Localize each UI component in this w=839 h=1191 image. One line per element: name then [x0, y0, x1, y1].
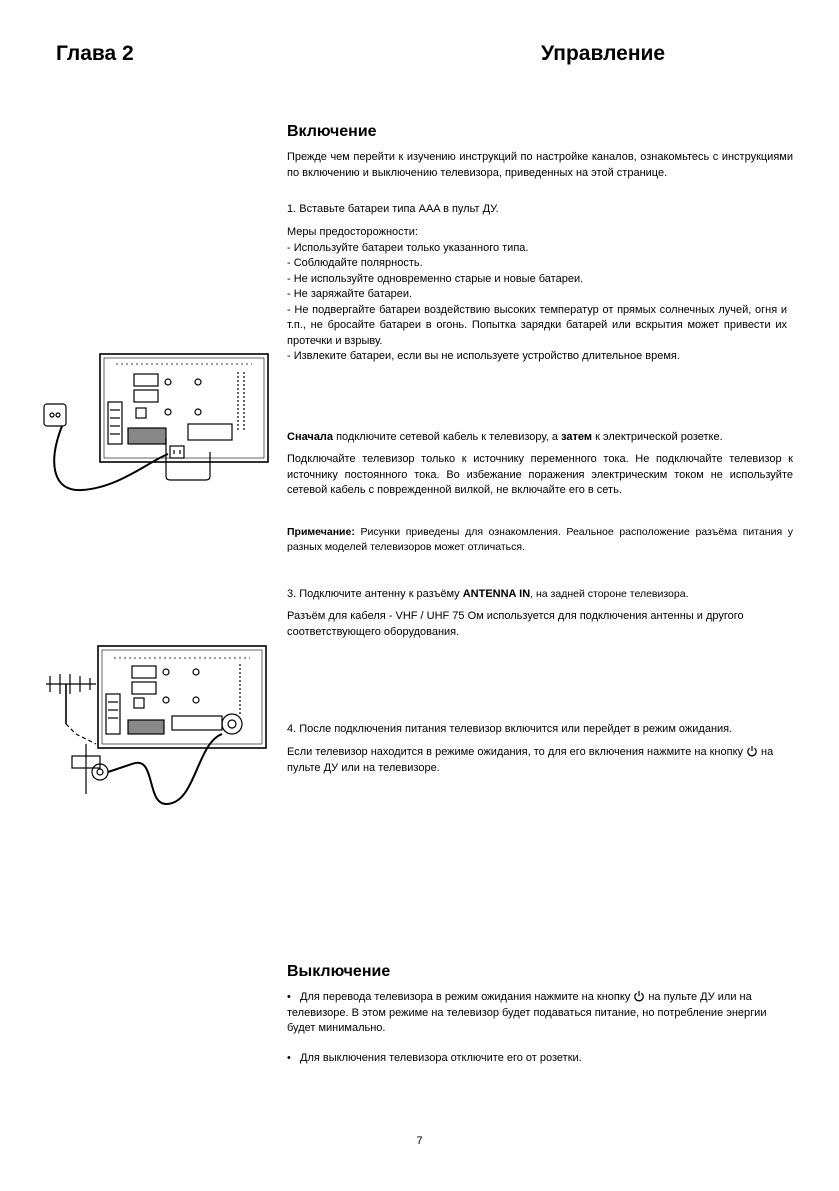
page-title: Управление — [541, 42, 666, 65]
step4-text: 4. После подключения питания телевизор включится или перейдет в режим ожидания. — [287, 723, 733, 735]
bullet1-text-end: на пульте ДУ или на телевизоре. В этом режиме на телевизор будет подаваться питание, но потребление энергии будет минимально. — [287, 991, 767, 1034]
power-icon — [746, 745, 758, 757]
bullet1-text: Для перевода телевизора в режим ожидания нажмите на кнопку — [300, 991, 631, 1003]
ac-warning-paragraph: Подключайте телевизор только к источнику переменного тока. Не подключайте телевизор к источнику постоянного тока. Во избежание поражения электрическим током не используйте сетевой кабель с поврежденной вилкой, не включайте его в сеть. — [287, 453, 793, 496]
list-item: - Не используйте одновременно старые и новые батареи. — [287, 272, 787, 288]
step3-text — [287, 587, 797, 603]
antenna-info-paragraph: Разъём для кабеля - VHF / UHF 75 Ом используется для подключения антенны и другого соответствующего оборудования. — [287, 610, 744, 638]
tv-antenna-connection-illustration — [36, 644, 272, 814]
cable-text-end: к электрической розетке. — [592, 431, 723, 443]
step3-lead: 3. Подключите антенну к разъёму — [287, 588, 463, 600]
note-text: Рисунки приведены для ознакомления. Реальное расположение разъёма питания у разных моделей телевизоров может отличаться. — [287, 526, 793, 553]
power-off-bullet-1: • Для перевода телевизора в режим ожидания нажмите на кнопку на пульте ДУ или на телевизоре. В этом режиме на телевизор будет подаваться питание, но потребление энергии будет минимально. — [287, 991, 767, 1034]
power-on-heading: Включение — [287, 123, 377, 140]
precautions-block — [287, 225, 787, 365]
list-item: - Не заряжайте батареи. — [287, 287, 787, 303]
list-item: - Соблюдайте полярность. — [287, 256, 787, 272]
list-item: - Используйте батареи только указанного типа. — [287, 241, 787, 257]
chapter-label: Глава 2 — [56, 42, 134, 65]
power-cable-instruction — [287, 430, 797, 446]
step3-tail: , на задней стороне телевизора. — [530, 588, 689, 600]
tv-power-connection-illustration — [38, 352, 274, 504]
power-off-bullet-2: • Для выключения телевизора отключите его от розетки. — [287, 1052, 582, 1064]
cable-text: подключите сетевой кабель к телевизору, а — [333, 431, 562, 443]
standby-text: Если телевизор находится в режиме ожидания, то для его включения нажмите на кнопку — [287, 746, 744, 758]
cable-then-emphasis: затем — [561, 431, 593, 443]
bullet2-text: Для выключения телевизора отключите его от розетки. — [300, 1052, 582, 1064]
standby-text-end: на пульте ДУ или на телевизоре. — [287, 746, 774, 774]
standby-paragraph — [287, 745, 787, 776]
list-item: - Извлеките батареи, если вы не используете устройство длительное время. — [287, 349, 787, 365]
step1-text: 1. Вставьте батареи типа AAA в пульт ДУ. — [287, 203, 499, 215]
power-icon — [633, 990, 645, 1002]
note-label: Примечание: — [287, 526, 355, 538]
cable-first-emphasis: Сначала — [287, 431, 334, 443]
note-paragraph — [287, 525, 793, 555]
precautions-list — [287, 241, 787, 365]
precautions-title: Меры предосторожности: — [287, 226, 418, 238]
antenna-in-label: ANTENNA IN — [462, 588, 531, 600]
page-number: 7 — [416, 1135, 423, 1147]
intro-paragraph: Прежде чем перейти к изучению инструкций по настройке каналов, ознакомьтесь с инструкциями по включению и выключению телевизора, приведенных на этой странице. — [287, 151, 793, 179]
power-off-heading: Выключение — [287, 963, 391, 980]
list-item: - Не подвергайте батареи воздействию высоких температур от прямых солнечных лучей, огня и т.п., не бросайте батареи в огонь. Попытка зарядки батарей или вскрытия может привести их протечки и взрыву. — [287, 303, 787, 350]
